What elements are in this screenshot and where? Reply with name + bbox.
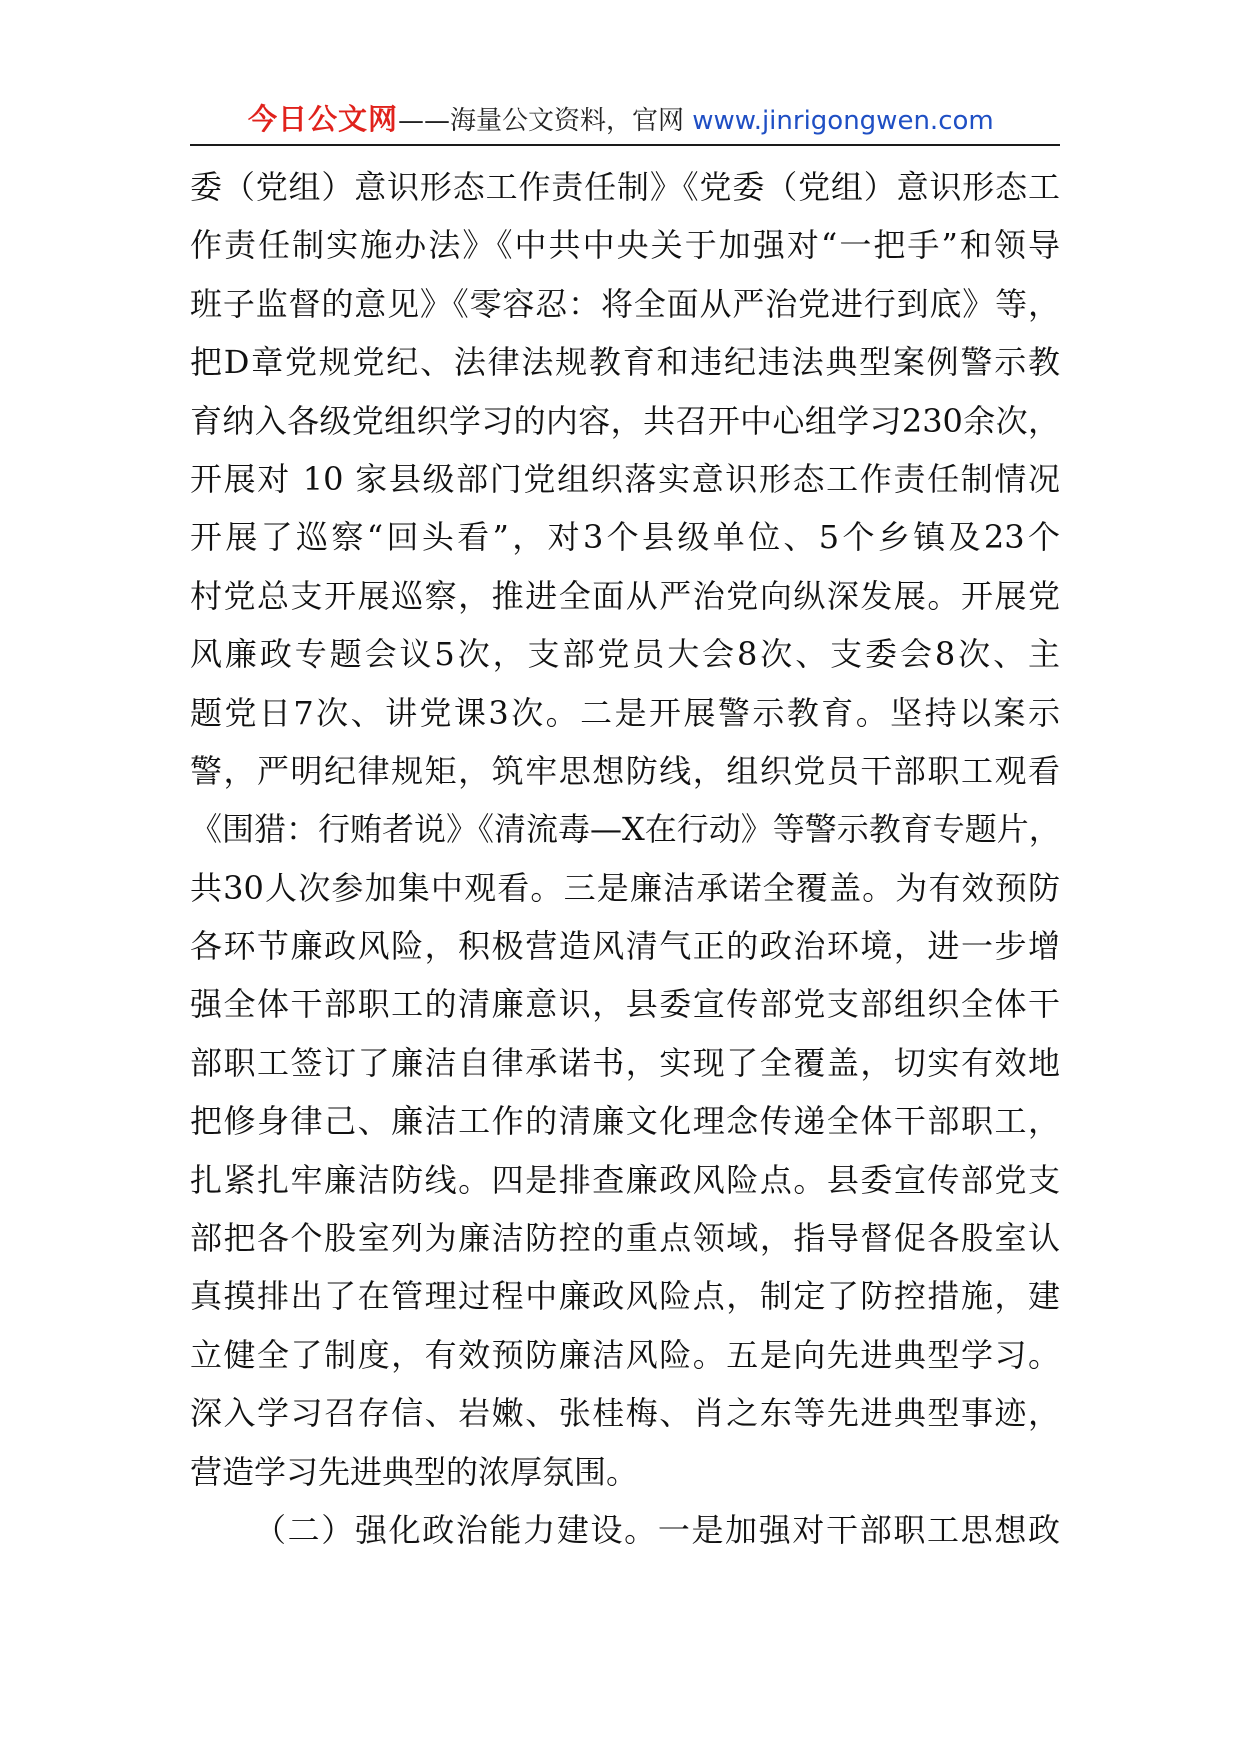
body-line: 强全体干部职工的清廉意识，县委宣传部党支部组织全体干 (190, 985, 1060, 1024)
body-line: 村党总支开展巡察，推进全面从严治党向纵深发展。开展党 (190, 576, 1060, 615)
body-line: 深入学习召存信、岩嫩、张桂梅、肖之东等先进典型事迹， (190, 1394, 1060, 1433)
body-line: 作责任制实施办法》《中共中央关于加强对“一把手”和领导 (190, 226, 1060, 265)
body-line: 扎紧扎牢廉洁防线。四是排查廉政风险点。县委宣传部党支 (190, 1160, 1060, 1199)
body-line: 风廉政专题会议5次，支部党员大会8次、支委会8次、主 (190, 635, 1060, 674)
page-header (190, 98, 1060, 146)
brand-name: 今日公文网 (248, 102, 399, 136)
body-line: 《围猎：行贿者说》《清流毒—X在行动》等警示教育专题片， (190, 810, 1061, 849)
document-body (190, 158, 1060, 1559)
body-line: 部职工签订了廉洁自律承诺书，实现了全覆盖，切实有效地 (190, 1043, 1060, 1082)
body-line: 开展了巡察“回头看”，对3个县级单位、5个乡镇及23个 (190, 518, 1060, 557)
body-line: 把D章党规党纪、法律法规教育和违纪违法典型案例警示教 (190, 343, 1060, 382)
section-heading-line: （二）强化政治能力建设。一是加强对干部职工思想政 (254, 1510, 1060, 1549)
header-banner (248, 104, 994, 136)
body-line: 把修身律己、廉洁工作的清廉文化理念传递全体干部职工， (190, 1102, 1060, 1141)
body-line: 警，严明纪律规矩，筑牢思想防线，组织党员干部职工观看 (190, 751, 1060, 790)
body-line: 各环节廉政风险，积极营造风清气正的政治环境，进一步增 (190, 927, 1060, 966)
body-line: 真摸排出了在管理过程中廉政风险点，制定了防控措施，建 (190, 1277, 1060, 1316)
body-line: 部把各个股室列为廉洁防控的重点领域，指导督促各股室认 (190, 1219, 1060, 1258)
body-line: 育纳入各级党组织学习的内容，共召开中心组学习230余次， (190, 401, 1060, 440)
body-line: 共30人次参加集中观看。三是廉洁承诺全覆盖。为有效预防 (190, 868, 1060, 907)
body-line: 委（党组）意识形态工作责任制》《党委（党组）意识形态工 (190, 168, 1060, 206)
paragraph-end-line: 营造学习先进典型的浓厚氛围。 (190, 1452, 639, 1491)
body-line: 立健全了制度，有效预防廉洁风险。五是向先进典型学习。 (190, 1335, 1060, 1374)
header-tagline: ——海量公文资料，官网 (398, 106, 693, 136)
body-line: 开展对 10 家县级部门党组织落实意识形态工作责任制情况 (190, 459, 1060, 498)
body-line: 班子监督的意见》《零容忍：将全面从严治党进行到底》等， (190, 284, 1060, 323)
website-link[interactable]: www.jinrigongwen.com (692, 106, 994, 136)
body-line: 题党日7次、讲党课3次。二是开展警示教育。坚持以案示 (190, 693, 1060, 732)
